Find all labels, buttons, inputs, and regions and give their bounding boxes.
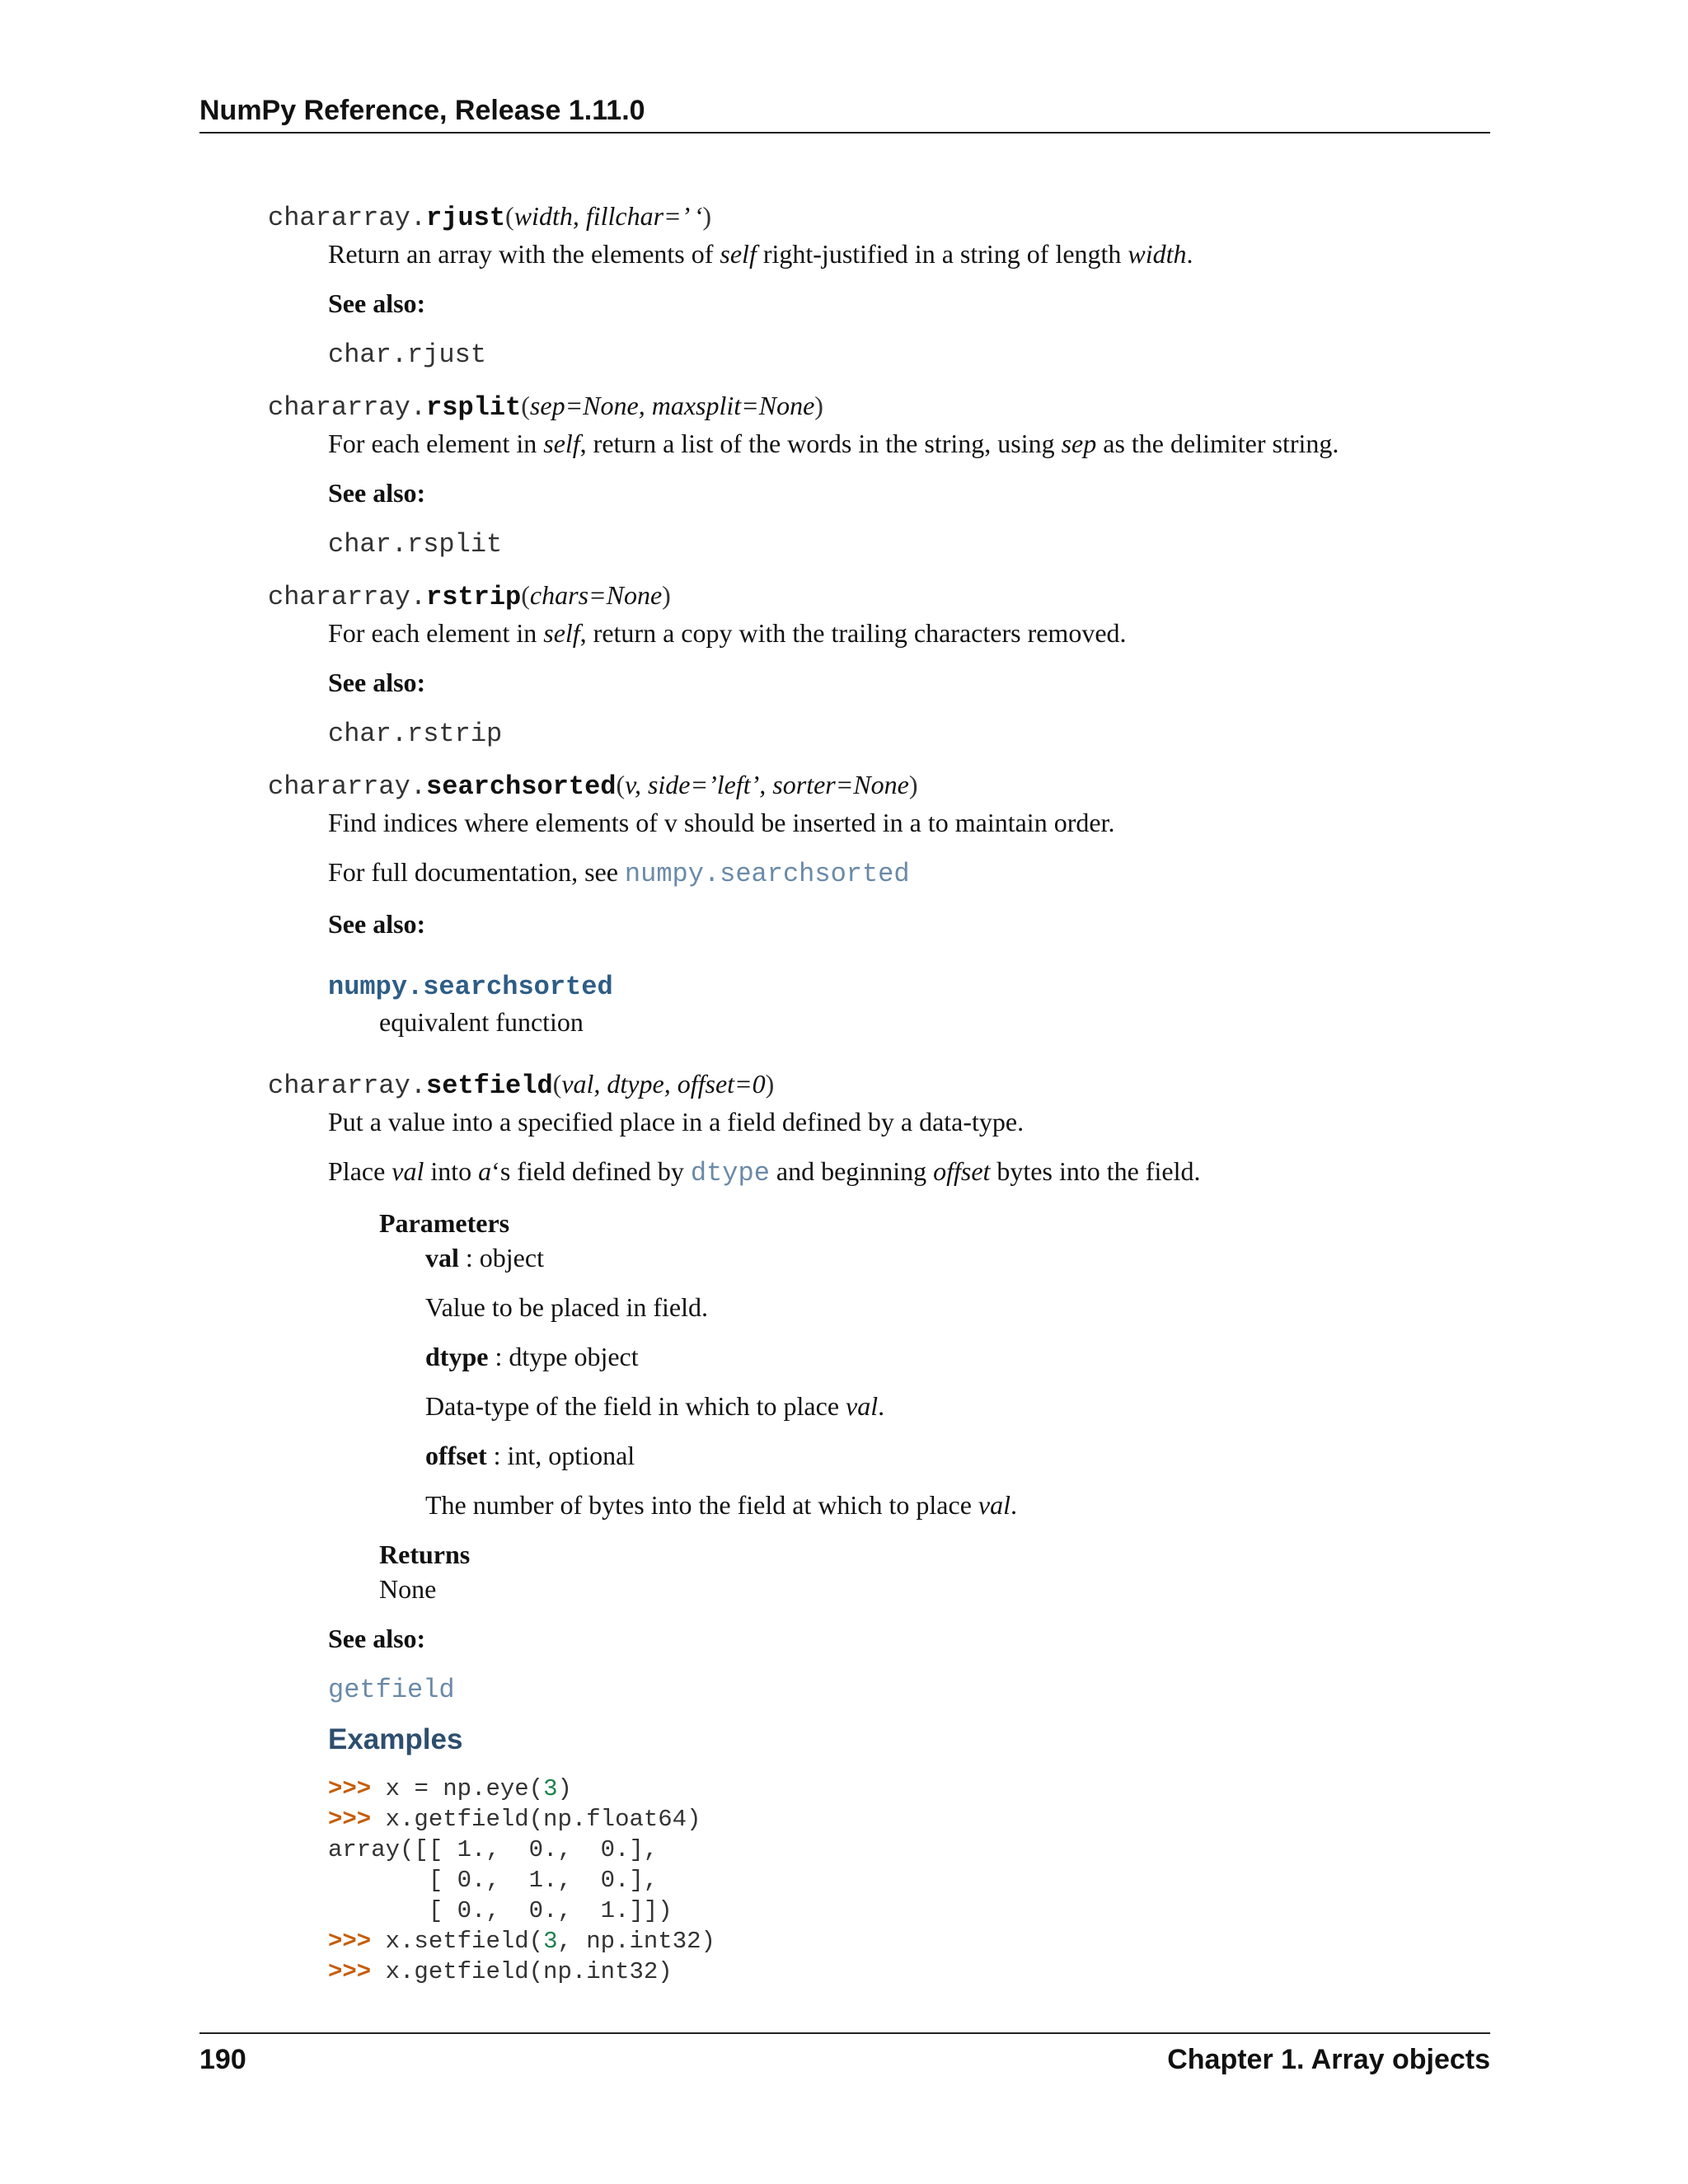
description-rstrip <box>328 616 1488 752</box>
signature-setfield: chararray.setfield(val, dtype, offset=0) <box>268 1069 775 1101</box>
desc-paragraph: Return an array with the elements of self right-justified in a string of length width. <box>328 239 1193 269</box>
param-dtype: dtype : dtype object <box>425 1342 639 1371</box>
page-header <box>199 95 1490 134</box>
method-setfield <box>268 1066 1488 1987</box>
place-paragraph: Place val into a‘s field defined by dtype and beginning offset bytes into the field. <box>328 1156 1201 1188</box>
param-dtype-desc: Data-type of the field in which to place val. <box>425 1391 885 1421</box>
page-number: 190 <box>199 2044 246 2075</box>
signature-rstrip: chararray.rstrip(chars=None) <box>268 580 671 612</box>
description-setfield <box>328 1104 1488 1987</box>
desc-paragraph: Put a value into a specified place in a field defined by a data-type. <box>328 1107 1025 1137</box>
header-title: NumPy Reference, Release 1.11.0 <box>199 95 645 126</box>
param-offset-desc: The number of bytes into the field at which to place val. <box>425 1490 1017 1520</box>
param-list <box>425 1240 1488 1522</box>
parameters-label: Parameters <box>379 1208 510 1238</box>
sig-prefix: chararray. <box>268 582 427 612</box>
numpy-searchsorted-link[interactable]: numpy.searchsorted <box>624 859 910 889</box>
see-also-item: char.rstrip <box>328 719 503 749</box>
see-also-item <box>328 1671 1488 1708</box>
dtype-link[interactable]: dtype <box>690 1158 770 1188</box>
desc-paragraph: Find indices where elements of v should be inserted in a to maintain order. <box>328 808 1115 837</box>
returns-label: Returns <box>379 1540 471 1569</box>
signature-rsplit: chararray.rsplit(sep=None, maxsplit=None) <box>268 391 823 423</box>
description-rsplit <box>328 426 1488 562</box>
examples-heading: Examples <box>328 1723 463 1755</box>
sig-name: rjust <box>426 203 506 233</box>
code-example: >>> x = np.eye(3) >>> x.getfield(np.float64) array([[ 1., 0., 0.], [ 0., 1., 0.], [ 0., 0., 1.]]) >>> x.setfield(3, np.int32) >>> x.getfield(np.int32) <box>328 1775 715 1985</box>
parameters-section <box>379 1206 1488 1606</box>
method-searchsorted <box>268 766 1488 1039</box>
method-rjust <box>268 198 1488 373</box>
see-also-item: char.rjust <box>328 340 487 370</box>
sig-args: width, fillchar=’ ‘ <box>513 201 703 231</box>
document-body <box>268 198 1488 1987</box>
description-rjust <box>328 237 1488 373</box>
desc-paragraph: For each element in self, return a copy with the trailing characters removed. <box>328 618 1127 648</box>
sig-name: setfield <box>426 1071 553 1101</box>
returns-value: None <box>379 1574 437 1604</box>
param-val-desc: Value to be placed in field. <box>425 1292 708 1322</box>
page-footer <box>199 2032 1490 2076</box>
sig-name: rsplit <box>426 392 522 423</box>
method-rstrip <box>268 577 1488 752</box>
sig-args: sep=None, maxsplit=None <box>529 391 815 420</box>
sig-name: rstrip <box>426 582 522 612</box>
signature-searchsorted: chararray.searchsorted(v, side=’left’, sorter=None) <box>268 770 918 802</box>
full-doc-paragraph: For full documentation, see numpy.searchsorted <box>328 857 910 889</box>
description-searchsorted <box>328 805 1488 1039</box>
signature-rjust <box>268 198 1488 237</box>
method-rsplit <box>268 387 1488 562</box>
getfield-link[interactable]: getfield <box>328 1675 455 1705</box>
desc-paragraph: For each element in self, return a list of the words in the string, using sep as the delimiter string. <box>328 429 1339 458</box>
sig-args: val, dtype, offset=0 <box>561 1069 766 1099</box>
param-offset: offset : int, optional <box>425 1441 635 1470</box>
sig-args: chars=None <box>529 580 663 610</box>
param-val: val : object <box>425 1243 544 1272</box>
see-also-label: See also: <box>328 909 426 939</box>
chapter-title: Chapter 1. Array objects <box>1167 2044 1490 2075</box>
numpy-searchsorted-see-also-link[interactable]: numpy.searchsorted <box>328 972 613 1002</box>
see-also-term <box>328 968 1488 1005</box>
sig-prefix: chararray. <box>268 771 427 802</box>
sig-paren-close: ) <box>702 201 712 231</box>
see-also-term-desc: equivalent function <box>379 1007 584 1037</box>
sig-args: v, side=’left’, sorter=None <box>625 770 909 799</box>
sig-prefix: chararray. <box>268 203 427 233</box>
sig-prefix: chararray. <box>268 1071 427 1101</box>
see-also-label: See also: <box>328 288 426 318</box>
sig-name: searchsorted <box>426 771 617 802</box>
sig-paren-open: ( <box>505 201 514 231</box>
see-also-item: char.rsplit <box>328 529 503 560</box>
see-also-label: See also: <box>328 478 426 508</box>
see-also-definition <box>328 968 1488 1039</box>
see-also-label: See also: <box>328 668 426 697</box>
sig-prefix: chararray. <box>268 392 427 423</box>
see-also-label: See also: <box>328 1624 426 1653</box>
